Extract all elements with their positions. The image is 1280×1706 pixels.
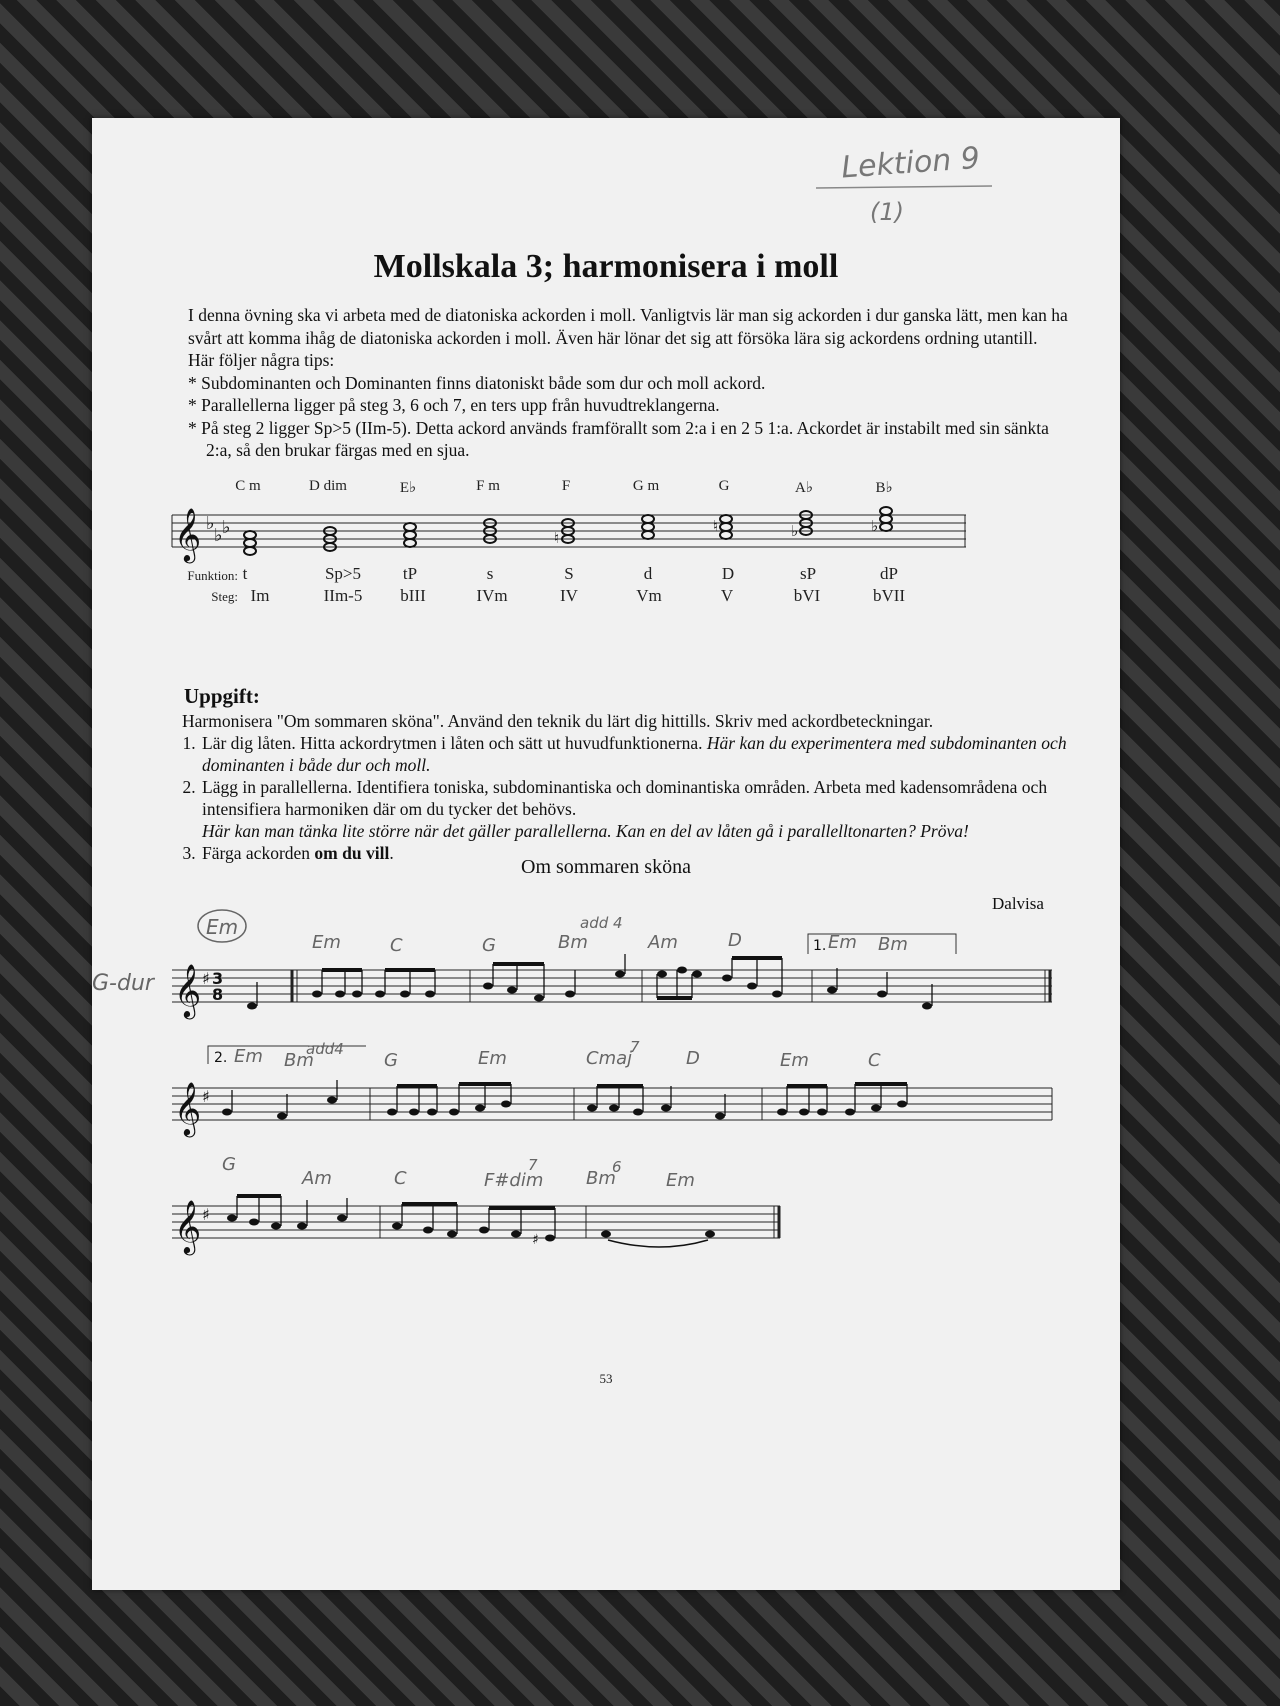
page-number: 53 — [599, 1371, 613, 1386]
chord-symbol: Em — [828, 932, 857, 953]
chord-name: C m — [235, 478, 261, 494]
chord-staff — [170, 498, 970, 574]
handwritten-underline — [816, 186, 992, 188]
chord-function: d — [643, 564, 653, 583]
note-stems-3 — [237, 1196, 555, 1238]
uppgift-list — [182, 732, 1082, 864]
chord-name: A♭ — [795, 480, 813, 496]
chord-symbol: Cmaj — [586, 1048, 633, 1069]
handwritten-lesson: Lektion 9 — [840, 140, 981, 186]
time-signature — [212, 969, 223, 1004]
chord-step: bVI — [793, 586, 821, 605]
chord-symbol: Bm — [558, 932, 588, 953]
chord-step: IV — [560, 586, 578, 605]
intro-text — [188, 304, 1068, 462]
treble-clef-icon: 𝄞 — [174, 963, 202, 1017]
chord-name: E♭ — [399, 480, 417, 496]
chord-symbol: D — [686, 1048, 700, 1069]
uppgift-lead: Harmonisera "Om sommaren sköna". Använd den teknik du lärt dig hittills. Skriv med ackordbeteckningar. — [182, 711, 934, 731]
chord-symbol: C — [390, 935, 403, 956]
sheet-paper — [92, 118, 1120, 1590]
intro-paragraph: I denna övning ska vi arbeta med de diatoniska ackorden i moll. Vanligtvis lär man sig ackorden i dur ganska lätt, men kan ha svårt att komma ihåg de diatoniska ackorden i moll. Även här lönar det sig att försöka lära sig ackordens ordning utantill. Här följer några tips: — [188, 305, 1068, 370]
chord-symbol: Em — [312, 932, 341, 953]
sharp-key-signature: ♯ — [202, 1205, 210, 1224]
svg-text:♮: ♮ — [713, 517, 719, 535]
uppgift-item — [200, 776, 1082, 842]
sharp-accidental: ♯ — [532, 1232, 539, 1248]
uppgift-item-end: . — [389, 843, 394, 863]
chord-symbol: Em — [478, 1048, 507, 1069]
treble-clef-icon: 𝄞 — [174, 507, 202, 561]
uppgift-item-italic: Här kan du experimentera med subdominanten och dominanten i både dur och moll. — [202, 733, 1067, 775]
chord-extension: 6 — [612, 1158, 622, 1176]
chord-symbol: Am — [302, 1168, 332, 1189]
chord-step: Vm — [636, 586, 662, 605]
chord-symbol: Bm — [284, 1050, 314, 1071]
key-annotation: G-dur — [92, 971, 154, 996]
chord-function: dP — [880, 564, 898, 583]
chord-function: t — [242, 564, 248, 583]
chord-function: Sp>5 — [324, 564, 362, 583]
uppgift-heading: Uppgift: — [184, 684, 260, 708]
chord-step: bVII — [872, 586, 906, 605]
svg-text:♭: ♭ — [214, 525, 223, 546]
uppgift-item-text: Lär dig låten. Hitta ackordrytmen i låten och sätt ut huvudfunktionerna. — [202, 733, 707, 753]
chord-symbol: C — [868, 1050, 881, 1071]
song-composer: Dalvisa — [992, 894, 1044, 913]
intro-tip: * Parallellerna ligger på steg 3, 6 och 7, en ters upp från huvudtreklangerna. — [188, 395, 720, 415]
staff-line-2 — [172, 1088, 1052, 1120]
svg-text:♮: ♮ — [554, 529, 560, 547]
circled-key-text: Em — [206, 915, 239, 939]
chord-function: sP — [799, 564, 817, 583]
intro-tip: * Subdominanten och Dominanten finns diatoniskt både som dur och moll ackord. — [188, 372, 766, 393]
uppgift-text — [182, 710, 1082, 864]
chord-step: bIII — [400, 586, 426, 605]
chord-name: F m — [476, 478, 500, 494]
chord-name: F — [561, 478, 571, 494]
intro-tip: * På steg 2 ligger Sp>5 (IIm-5). Detta ackord används framförallt som 2:a i en 2 5 1:a. Ackordet är instabilt med sin sänkta 2:a, så den brukar färgas med en sjua. — [188, 417, 1049, 460]
sharp-key-signature: ♯ — [202, 1087, 210, 1106]
funktion-label: Funktion: — [187, 568, 238, 583]
melody-notes-3 — [227, 1215, 715, 1242]
chord-name: G — [718, 478, 730, 494]
chord-step: IIm-5 — [323, 586, 363, 605]
chord-name: B♭ — [875, 480, 893, 496]
page-title: Mollskala 3; harmonisera i moll — [373, 248, 839, 285]
handwritten-header — [792, 136, 1022, 236]
chord-symbol: Em — [666, 1170, 695, 1191]
volta-label-1: 1. — [813, 938, 827, 954]
accidentals — [554, 517, 878, 547]
chord-name: G m — [632, 478, 660, 494]
uppgift-item — [200, 732, 1082, 776]
treble-clef-icon: 𝄞 — [174, 1199, 202, 1253]
volta-label-2: 2. — [214, 1050, 228, 1066]
melody-notes-2 — [222, 1097, 907, 1120]
steg-label: Steg: — [211, 589, 238, 604]
song-title: Om sommaren sköna — [521, 856, 691, 878]
uppgift-item-text: Färga ackorden — [202, 843, 315, 863]
note-stems-1 — [257, 954, 932, 1006]
chord-step: IVm — [476, 586, 508, 605]
uppgift-item-bold: om du vill — [314, 843, 390, 863]
tie — [608, 1240, 708, 1247]
svg-text:♭: ♭ — [222, 517, 231, 538]
chord-function: tP — [402, 564, 418, 583]
sharp-key-signature: ♯ — [202, 969, 210, 988]
chord-symbol: Bm — [878, 934, 908, 955]
chord-step: Im — [250, 586, 270, 605]
chord-symbol: G — [222, 1154, 236, 1175]
chord-extension: add4 — [306, 1040, 344, 1058]
chord-extension: 7 — [528, 1156, 538, 1174]
svg-text:♭: ♭ — [871, 517, 879, 535]
chord-symbol: Em — [234, 1046, 263, 1067]
chord-symbol: D — [728, 930, 742, 951]
song-score — [92, 888, 1120, 1288]
chord-symbol: Em — [780, 1050, 809, 1071]
key-signature — [206, 513, 231, 546]
chord-function: s — [486, 564, 494, 583]
svg-text:8: 8 — [212, 985, 224, 1004]
chord-function: S — [564, 564, 574, 583]
chord-step: V — [720, 586, 734, 605]
staff-line-1 — [172, 970, 1052, 1002]
treble-clef-icon: 𝄞 — [174, 1081, 202, 1135]
handwritten-chords-3 — [222, 1154, 695, 1191]
chord-extension: 7 — [630, 1038, 640, 1056]
chord-symbol: Bm — [586, 1168, 616, 1189]
handwritten-page-index: (1) — [870, 198, 904, 226]
chord-symbol: G — [482, 935, 496, 956]
staff-line-3 — [172, 1206, 780, 1238]
uppgift-item-italic: Här kan man tänka lite större när det gäller parallellerna. Kan en del av låten gå i parallelltonarten? Pröva! — [202, 821, 969, 841]
handwritten-chords-2 — [234, 1038, 881, 1071]
chord-symbol: G — [384, 1050, 398, 1071]
chord-symbol: F#dim — [484, 1170, 544, 1191]
uppgift-item-text: Lägg in parallellerna. Identifiera toniska, subdominantiska och dominantiska områden. Arbeta med kadensområdena och intensifiera harmoniken där om du tycker det behövs. — [202, 777, 1048, 819]
chord-symbol: C — [394, 1168, 407, 1189]
chord-extension: add 4 — [580, 914, 623, 932]
chord-function: D — [721, 564, 735, 583]
svg-text:♭: ♭ — [791, 522, 799, 540]
chord-symbol: Am — [648, 932, 678, 953]
svg-text:♭: ♭ — [206, 513, 215, 534]
melody-notes-1 — [247, 967, 932, 1010]
svg-text:3: 3 — [212, 969, 224, 988]
chord-name: D dim — [309, 478, 347, 494]
